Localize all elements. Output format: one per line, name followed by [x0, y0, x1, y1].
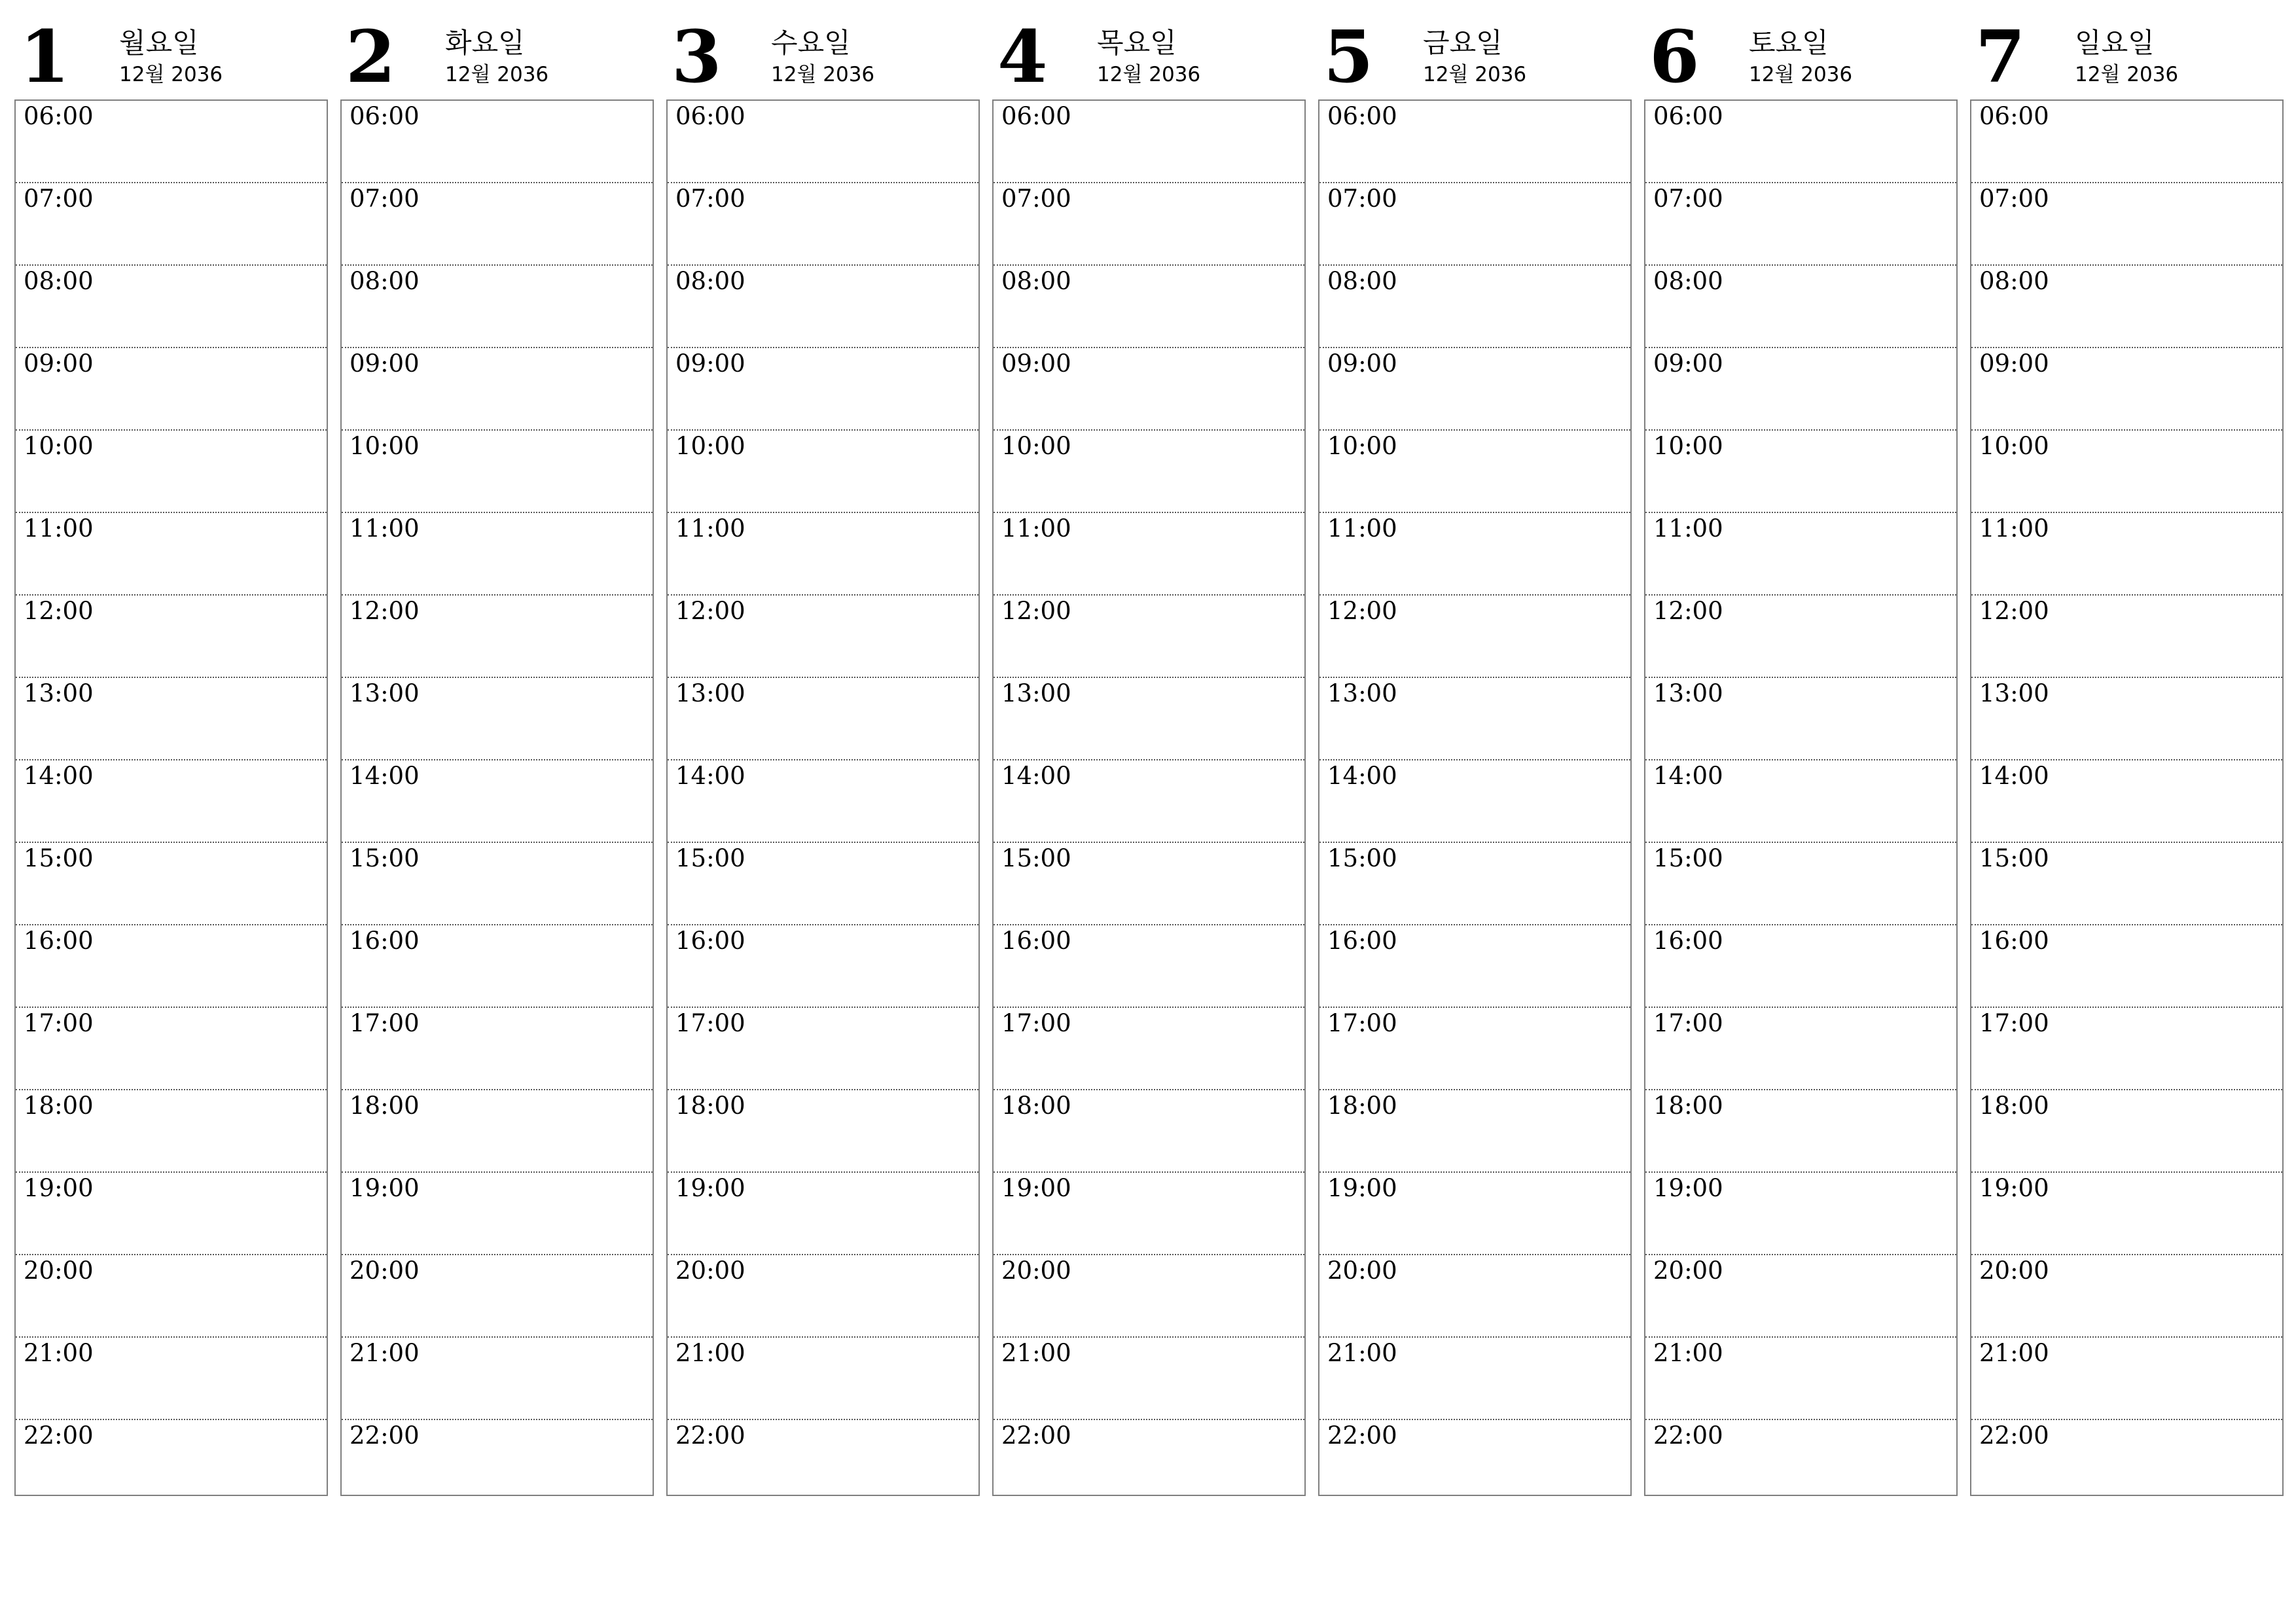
- hour-slot: [1645, 183, 1956, 266]
- hour-label: 12:00: [1653, 597, 1723, 625]
- hour-slot: [994, 431, 1304, 513]
- day-name: 목요일: [1097, 27, 1177, 59]
- hour-slot: [1971, 1338, 2282, 1420]
- hour-label: 19:00: [24, 1174, 94, 1202]
- hour-label: 12:00: [350, 597, 420, 625]
- day-month-year: 12월 2036: [445, 63, 549, 86]
- hour-label: 14:00: [1327, 762, 1397, 790]
- hour-label: 13:00: [1979, 679, 2049, 707]
- hour-label: 20:00: [675, 1257, 745, 1285]
- hour-label: 07:00: [1979, 185, 2049, 213]
- hour-label: 06:00: [1001, 102, 1071, 130]
- hour-label: 20:00: [1001, 1257, 1071, 1285]
- hour-label: 06:00: [1653, 102, 1723, 130]
- hour-label: 21:00: [1327, 1339, 1397, 1367]
- day-schedule-box: [1970, 99, 2284, 1496]
- hour-label: 11:00: [1327, 514, 1397, 543]
- hour-slot: [1971, 513, 2282, 596]
- hour-label: 12:00: [24, 597, 94, 625]
- hour-slot: [668, 1420, 978, 1501]
- hour-label: 22:00: [675, 1421, 745, 1450]
- hour-label: 19:00: [1979, 1174, 2049, 1202]
- hour-slot: [1645, 1090, 1956, 1173]
- hour-slot: [1319, 101, 1630, 183]
- hour-slot: [994, 1420, 1304, 1501]
- hour-label: 06:00: [350, 102, 420, 130]
- hour-label: 16:00: [1653, 927, 1723, 955]
- day-name: 일요일: [2075, 27, 2155, 59]
- hour-label: 20:00: [350, 1257, 420, 1285]
- hour-label: 15:00: [1979, 844, 2049, 872]
- hour-label: 18:00: [1001, 1092, 1071, 1120]
- hour-label: 17:00: [1653, 1009, 1723, 1037]
- hour-label: 10:00: [1001, 432, 1071, 460]
- hour-slot: [1971, 101, 2282, 183]
- hour-slot: [668, 1255, 978, 1338]
- hour-label: 06:00: [1327, 102, 1397, 130]
- hour-label: 16:00: [1327, 927, 1397, 955]
- hour-label: 21:00: [1979, 1339, 2049, 1367]
- hour-slot: [994, 183, 1304, 266]
- hour-label: 15:00: [1327, 844, 1397, 872]
- hour-slot: [342, 1090, 653, 1173]
- hour-label: 19:00: [1653, 1174, 1723, 1202]
- hour-label: 09:00: [675, 349, 745, 378]
- hour-slot: [342, 513, 653, 596]
- hour-label: 18:00: [1327, 1092, 1397, 1120]
- hour-slot: [16, 678, 327, 760]
- hour-label: 22:00: [24, 1421, 94, 1450]
- day-schedule-box: [666, 99, 980, 1496]
- hour-slot: [1645, 101, 1956, 183]
- hour-label: 18:00: [675, 1092, 745, 1120]
- hour-label: 12:00: [1979, 597, 2049, 625]
- hour-label: 21:00: [1653, 1339, 1723, 1367]
- hour-label: 13:00: [675, 679, 745, 707]
- hour-slot: [1645, 348, 1956, 431]
- hour-label: 15:00: [1001, 844, 1071, 872]
- hour-slot: [1971, 266, 2282, 348]
- hour-slot: [16, 760, 327, 843]
- hour-label: 22:00: [1001, 1421, 1071, 1450]
- hour-label: 19:00: [350, 1174, 420, 1202]
- hour-slot: [342, 596, 653, 678]
- hour-slot: [342, 843, 653, 925]
- day-schedule-box: [14, 99, 328, 1496]
- hour-slot: [994, 513, 1304, 596]
- day-header: [340, 0, 654, 98]
- hour-slot: [16, 1173, 327, 1255]
- hour-slot: [994, 101, 1304, 183]
- hour-label: 08:00: [350, 267, 420, 295]
- hour-slot: [1971, 760, 2282, 843]
- hour-slot: [342, 431, 653, 513]
- hour-label: 19:00: [1327, 1174, 1397, 1202]
- hour-slot: [668, 1008, 978, 1090]
- day-schedule-box: [1318, 99, 1632, 1496]
- hour-slot: [1645, 596, 1956, 678]
- hour-slot: [1645, 1008, 1956, 1090]
- hour-slot: [1971, 596, 2282, 678]
- day-month-year: 12월 2036: [119, 63, 223, 86]
- hour-label: 14:00: [1653, 762, 1723, 790]
- hour-slot: [1645, 1420, 1956, 1501]
- hour-slot: [668, 348, 978, 431]
- hour-label: 17:00: [1979, 1009, 2049, 1037]
- hour-slot: [668, 183, 978, 266]
- hour-label: 06:00: [1979, 102, 2049, 130]
- hour-slot: [1319, 843, 1630, 925]
- hour-label: 11:00: [1979, 514, 2049, 543]
- hour-slot: [1319, 1420, 1630, 1501]
- hour-slot: [1319, 1008, 1630, 1090]
- hour-label: 10:00: [350, 432, 420, 460]
- hour-label: 11:00: [675, 514, 745, 543]
- hour-slot: [16, 101, 327, 183]
- day-number: 4: [997, 14, 1048, 99]
- hour-slot: [1645, 431, 1956, 513]
- hour-slot: [1319, 1255, 1630, 1338]
- hour-slot: [668, 678, 978, 760]
- hour-label: 22:00: [1327, 1421, 1397, 1450]
- hour-slot: [16, 1420, 327, 1501]
- hour-slot: [1971, 1255, 2282, 1338]
- hour-label: 22:00: [1979, 1421, 2049, 1450]
- hour-label: 11:00: [350, 514, 420, 543]
- hour-slot: [668, 266, 978, 348]
- hour-label: 07:00: [1001, 185, 1071, 213]
- hour-slot: [994, 1173, 1304, 1255]
- hour-slot: [16, 1090, 327, 1173]
- hour-slot: [668, 1338, 978, 1420]
- hour-label: 14:00: [350, 762, 420, 790]
- hour-label: 21:00: [350, 1339, 420, 1367]
- hour-slot: [1971, 431, 2282, 513]
- hour-slot: [1645, 1173, 1956, 1255]
- hour-slot: [1319, 678, 1630, 760]
- hour-slot: [668, 513, 978, 596]
- hour-label: 09:00: [24, 349, 94, 378]
- hour-slot: [1645, 1255, 1956, 1338]
- day-month-year: 12월 2036: [1423, 63, 1527, 86]
- hour-label: 08:00: [1979, 267, 2049, 295]
- hour-slot: [16, 431, 327, 513]
- hour-label: 08:00: [675, 267, 745, 295]
- hour-slot: [668, 431, 978, 513]
- hour-label: 09:00: [1327, 349, 1397, 378]
- hour-slot: [994, 1338, 1304, 1420]
- hour-label: 17:00: [24, 1009, 94, 1037]
- hour-slot: [342, 1173, 653, 1255]
- hour-slot: [16, 1008, 327, 1090]
- hour-slot: [342, 925, 653, 1008]
- hour-label: 19:00: [675, 1174, 745, 1202]
- day-name: 금요일: [1423, 27, 1503, 59]
- hour-slot: [1971, 183, 2282, 266]
- hour-slot: [1971, 678, 2282, 760]
- hour-slot: [16, 183, 327, 266]
- hour-label: 10:00: [1327, 432, 1397, 460]
- hour-slot: [342, 1008, 653, 1090]
- hour-label: 11:00: [24, 514, 94, 543]
- hour-label: 15:00: [350, 844, 420, 872]
- day-name: 화요일: [445, 27, 525, 59]
- hour-slot: [994, 925, 1304, 1008]
- day-header: [14, 0, 328, 98]
- hour-slot: [994, 596, 1304, 678]
- day-month-year: 12월 2036: [771, 63, 875, 86]
- hour-slot: [16, 266, 327, 348]
- day-header: [1970, 0, 2284, 98]
- day-header: [1318, 0, 1632, 98]
- hour-label: 17:00: [1327, 1009, 1397, 1037]
- hour-slot: [1645, 843, 1956, 925]
- hour-label: 10:00: [1979, 432, 2049, 460]
- hour-slot: [342, 678, 653, 760]
- hour-slot: [342, 348, 653, 431]
- hour-slot: [1319, 1338, 1630, 1420]
- hour-label: 16:00: [675, 927, 745, 955]
- hour-label: 07:00: [1327, 185, 1397, 213]
- hour-label: 07:00: [350, 185, 420, 213]
- hour-slot: [668, 1090, 978, 1173]
- day-name: 토요일: [1749, 27, 1829, 59]
- hour-label: 21:00: [1001, 1339, 1071, 1367]
- hour-label: 16:00: [1979, 927, 2049, 955]
- hour-slot: [1319, 183, 1630, 266]
- hour-label: 13:00: [1001, 679, 1071, 707]
- day-header: [992, 0, 1306, 98]
- hour-slot: [1645, 513, 1956, 596]
- hour-slot: [994, 266, 1304, 348]
- hour-label: 13:00: [1653, 679, 1723, 707]
- hour-label: 13:00: [24, 679, 94, 707]
- hour-slot: [1645, 925, 1956, 1008]
- hour-label: 18:00: [1653, 1092, 1723, 1120]
- day-name: 월요일: [119, 27, 199, 59]
- hour-label: 15:00: [1653, 844, 1723, 872]
- hour-slot: [1319, 348, 1630, 431]
- hour-slot: [342, 266, 653, 348]
- hour-label: 13:00: [350, 679, 420, 707]
- hour-label: 07:00: [24, 185, 94, 213]
- hour-slot: [1319, 1090, 1630, 1173]
- hour-slot: [1971, 1008, 2282, 1090]
- hour-slot: [342, 1255, 653, 1338]
- hour-label: 06:00: [675, 102, 745, 130]
- hour-label: 14:00: [1001, 762, 1071, 790]
- hour-label: 19:00: [1001, 1174, 1071, 1202]
- hour-slot: [1319, 431, 1630, 513]
- hour-slot: [342, 183, 653, 266]
- hour-slot: [994, 1008, 1304, 1090]
- hour-label: 15:00: [675, 844, 745, 872]
- hour-slot: [1319, 513, 1630, 596]
- hour-slot: [668, 1173, 978, 1255]
- hour-slot: [1319, 760, 1630, 843]
- hour-slot: [1971, 1090, 2282, 1173]
- hour-label: 10:00: [1653, 432, 1723, 460]
- hour-slot: [1319, 925, 1630, 1008]
- hour-label: 09:00: [1653, 349, 1723, 378]
- hour-label: 20:00: [24, 1257, 94, 1285]
- hour-label: 10:00: [675, 432, 745, 460]
- hour-slot: [1971, 1420, 2282, 1501]
- hour-slot: [994, 678, 1304, 760]
- hour-slot: [1971, 843, 2282, 925]
- hour-slot: [1319, 596, 1630, 678]
- hour-slot: [16, 348, 327, 431]
- hour-label: 11:00: [1653, 514, 1723, 543]
- hour-label: 20:00: [1979, 1257, 2049, 1285]
- hour-label: 22:00: [1653, 1421, 1723, 1450]
- hour-label: 14:00: [1979, 762, 2049, 790]
- hour-slot: [1319, 266, 1630, 348]
- hour-slot: [16, 1338, 327, 1420]
- hour-slot: [668, 843, 978, 925]
- day-month-year: 12월 2036: [1749, 63, 1853, 86]
- hour-label: 09:00: [350, 349, 420, 378]
- hour-label: 22:00: [350, 1421, 420, 1450]
- hour-label: 14:00: [675, 762, 745, 790]
- hour-label: 18:00: [1979, 1092, 2049, 1120]
- hour-slot: [342, 101, 653, 183]
- hour-label: 20:00: [1653, 1257, 1723, 1285]
- hour-slot: [1645, 760, 1956, 843]
- hour-slot: [668, 101, 978, 183]
- hour-label: 06:00: [24, 102, 94, 130]
- hour-slot: [668, 760, 978, 843]
- hour-slot: [668, 925, 978, 1008]
- hour-label: 14:00: [24, 762, 94, 790]
- hour-slot: [16, 925, 327, 1008]
- hour-slot: [994, 1255, 1304, 1338]
- hour-label: 21:00: [24, 1339, 94, 1367]
- hour-slot: [1319, 1173, 1630, 1255]
- hour-label: 12:00: [1001, 597, 1071, 625]
- hour-slot: [16, 1255, 327, 1338]
- hour-label: 08:00: [1001, 267, 1071, 295]
- hour-slot: [1645, 1338, 1956, 1420]
- hour-slot: [342, 760, 653, 843]
- hour-label: 16:00: [350, 927, 420, 955]
- day-schedule-box: [992, 99, 1306, 1496]
- day-month-year: 12월 2036: [2075, 63, 2179, 86]
- hour-slot: [16, 843, 327, 925]
- day-number: 3: [672, 14, 722, 99]
- hour-label: 12:00: [1327, 597, 1397, 625]
- day-name: 수요일: [771, 27, 851, 59]
- hour-label: 12:00: [675, 597, 745, 625]
- day-header: [666, 0, 980, 98]
- hour-label: 16:00: [1001, 927, 1071, 955]
- day-number: 2: [346, 14, 396, 99]
- day-number: 1: [20, 14, 70, 99]
- day-schedule-box: [340, 99, 654, 1496]
- hour-label: 10:00: [24, 432, 94, 460]
- hour-label: 07:00: [675, 185, 745, 213]
- hour-label: 08:00: [1653, 267, 1723, 295]
- day-month-year: 12월 2036: [1097, 63, 1201, 86]
- hour-slot: [1645, 266, 1956, 348]
- hour-slot: [994, 348, 1304, 431]
- hour-label: 16:00: [24, 927, 94, 955]
- hour-slot: [1645, 678, 1956, 760]
- day-number: 6: [1649, 14, 1700, 99]
- hour-slot: [1971, 1173, 2282, 1255]
- hour-label: 08:00: [1327, 267, 1397, 295]
- hour-slot: [668, 596, 978, 678]
- hour-slot: [994, 1090, 1304, 1173]
- hour-label: 11:00: [1001, 514, 1071, 543]
- hour-label: 18:00: [24, 1092, 94, 1120]
- hour-slot: [16, 596, 327, 678]
- hour-label: 21:00: [675, 1339, 745, 1367]
- day-number: 5: [1323, 14, 1374, 99]
- hour-slot: [994, 843, 1304, 925]
- hour-label: 07:00: [1653, 185, 1723, 213]
- hour-label: 08:00: [24, 267, 94, 295]
- hour-slot: [342, 1420, 653, 1501]
- hour-label: 18:00: [350, 1092, 420, 1120]
- day-schedule-box: [1644, 99, 1958, 1496]
- hour-label: 20:00: [1327, 1257, 1397, 1285]
- hour-label: 13:00: [1327, 679, 1397, 707]
- day-header: [1644, 0, 1958, 98]
- hour-slot: [342, 1338, 653, 1420]
- hour-label: 17:00: [350, 1009, 420, 1037]
- hour-slot: [16, 513, 327, 596]
- hour-label: 17:00: [675, 1009, 745, 1037]
- day-number: 7: [1975, 14, 2026, 99]
- hour-slot: [1971, 348, 2282, 431]
- hour-label: 15:00: [24, 844, 94, 872]
- hour-slot: [1971, 925, 2282, 1008]
- hour-label: 09:00: [1979, 349, 2049, 378]
- hour-label: 17:00: [1001, 1009, 1071, 1037]
- hour-slot: [994, 760, 1304, 843]
- hour-label: 09:00: [1001, 349, 1071, 378]
